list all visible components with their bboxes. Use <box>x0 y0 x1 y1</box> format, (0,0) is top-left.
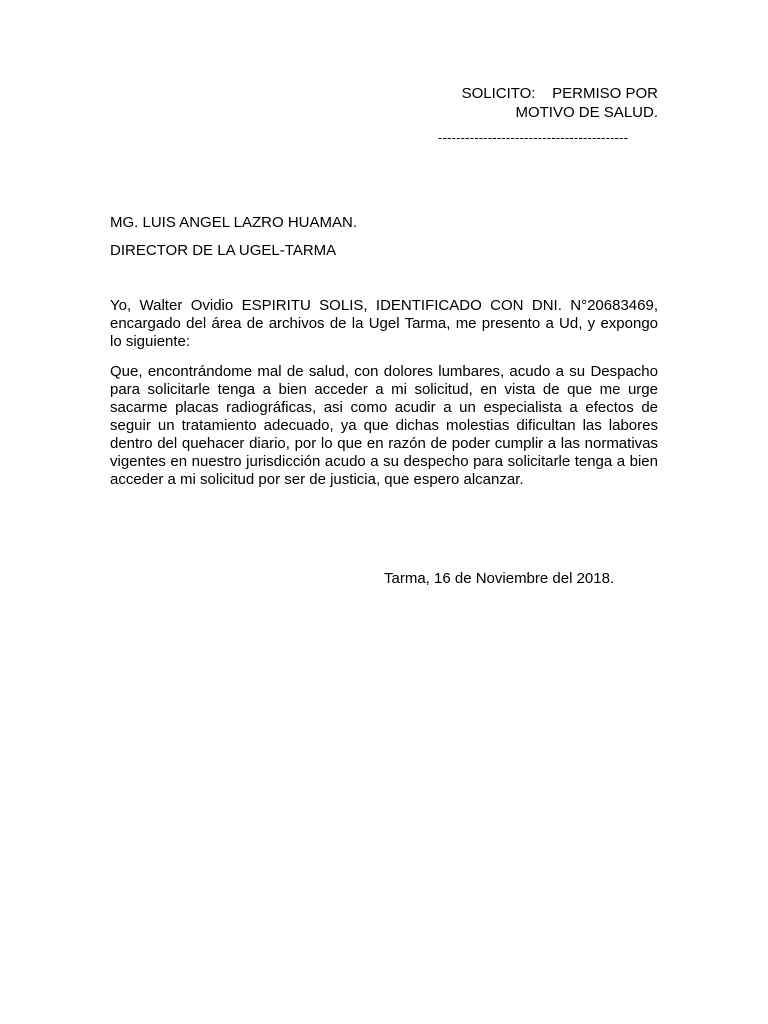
body-paragraph-request: Que, encontrándome mal de salud, con dolores lumbares, acudo a su Despacho para solicitarle tenga a bien acceder a mi solicitud, en vista de que me urge sacarme placas radiográficas, asi como acudir a un especialista a efectos de seguir un tratamiento adecuado, ya que dichas molestias dificultan las labores dentro del quehacer diario, por lo que en razón de poder cumplir a las normativas vigentes en nuestro jurisdicción acudo a su despecho para solicitarle tenga a bien acceder a mi solicitud por ser de justicia, que espero alcanzar. <box>110 363 658 488</box>
place-date: Tarma, 16 de Noviembre del 2018. <box>384 570 615 587</box>
subject-line-2: MOTIVO DE SALUD. <box>515 104 658 121</box>
subject-separator: ------------------------------------------ <box>438 130 629 145</box>
body-paragraph-intro: Yo, Walter Ovidio ESPIRITU SOLIS, IDENTIFICADO CON DNI. N°20683469, encargado del área de archivos de la Ugel Tarma, me presento a Ud, y expongo lo siguiente: <box>110 297 658 350</box>
subject-block <box>462 84 658 122</box>
recipient-name: MG. LUIS ANGEL LAZRO HUAMAN. <box>110 214 357 231</box>
subject-line-1: SOLICITO: PERMISO POR <box>461 85 658 102</box>
recipient-title: DIRECTOR DE LA UGEL-TARMA <box>110 242 337 259</box>
